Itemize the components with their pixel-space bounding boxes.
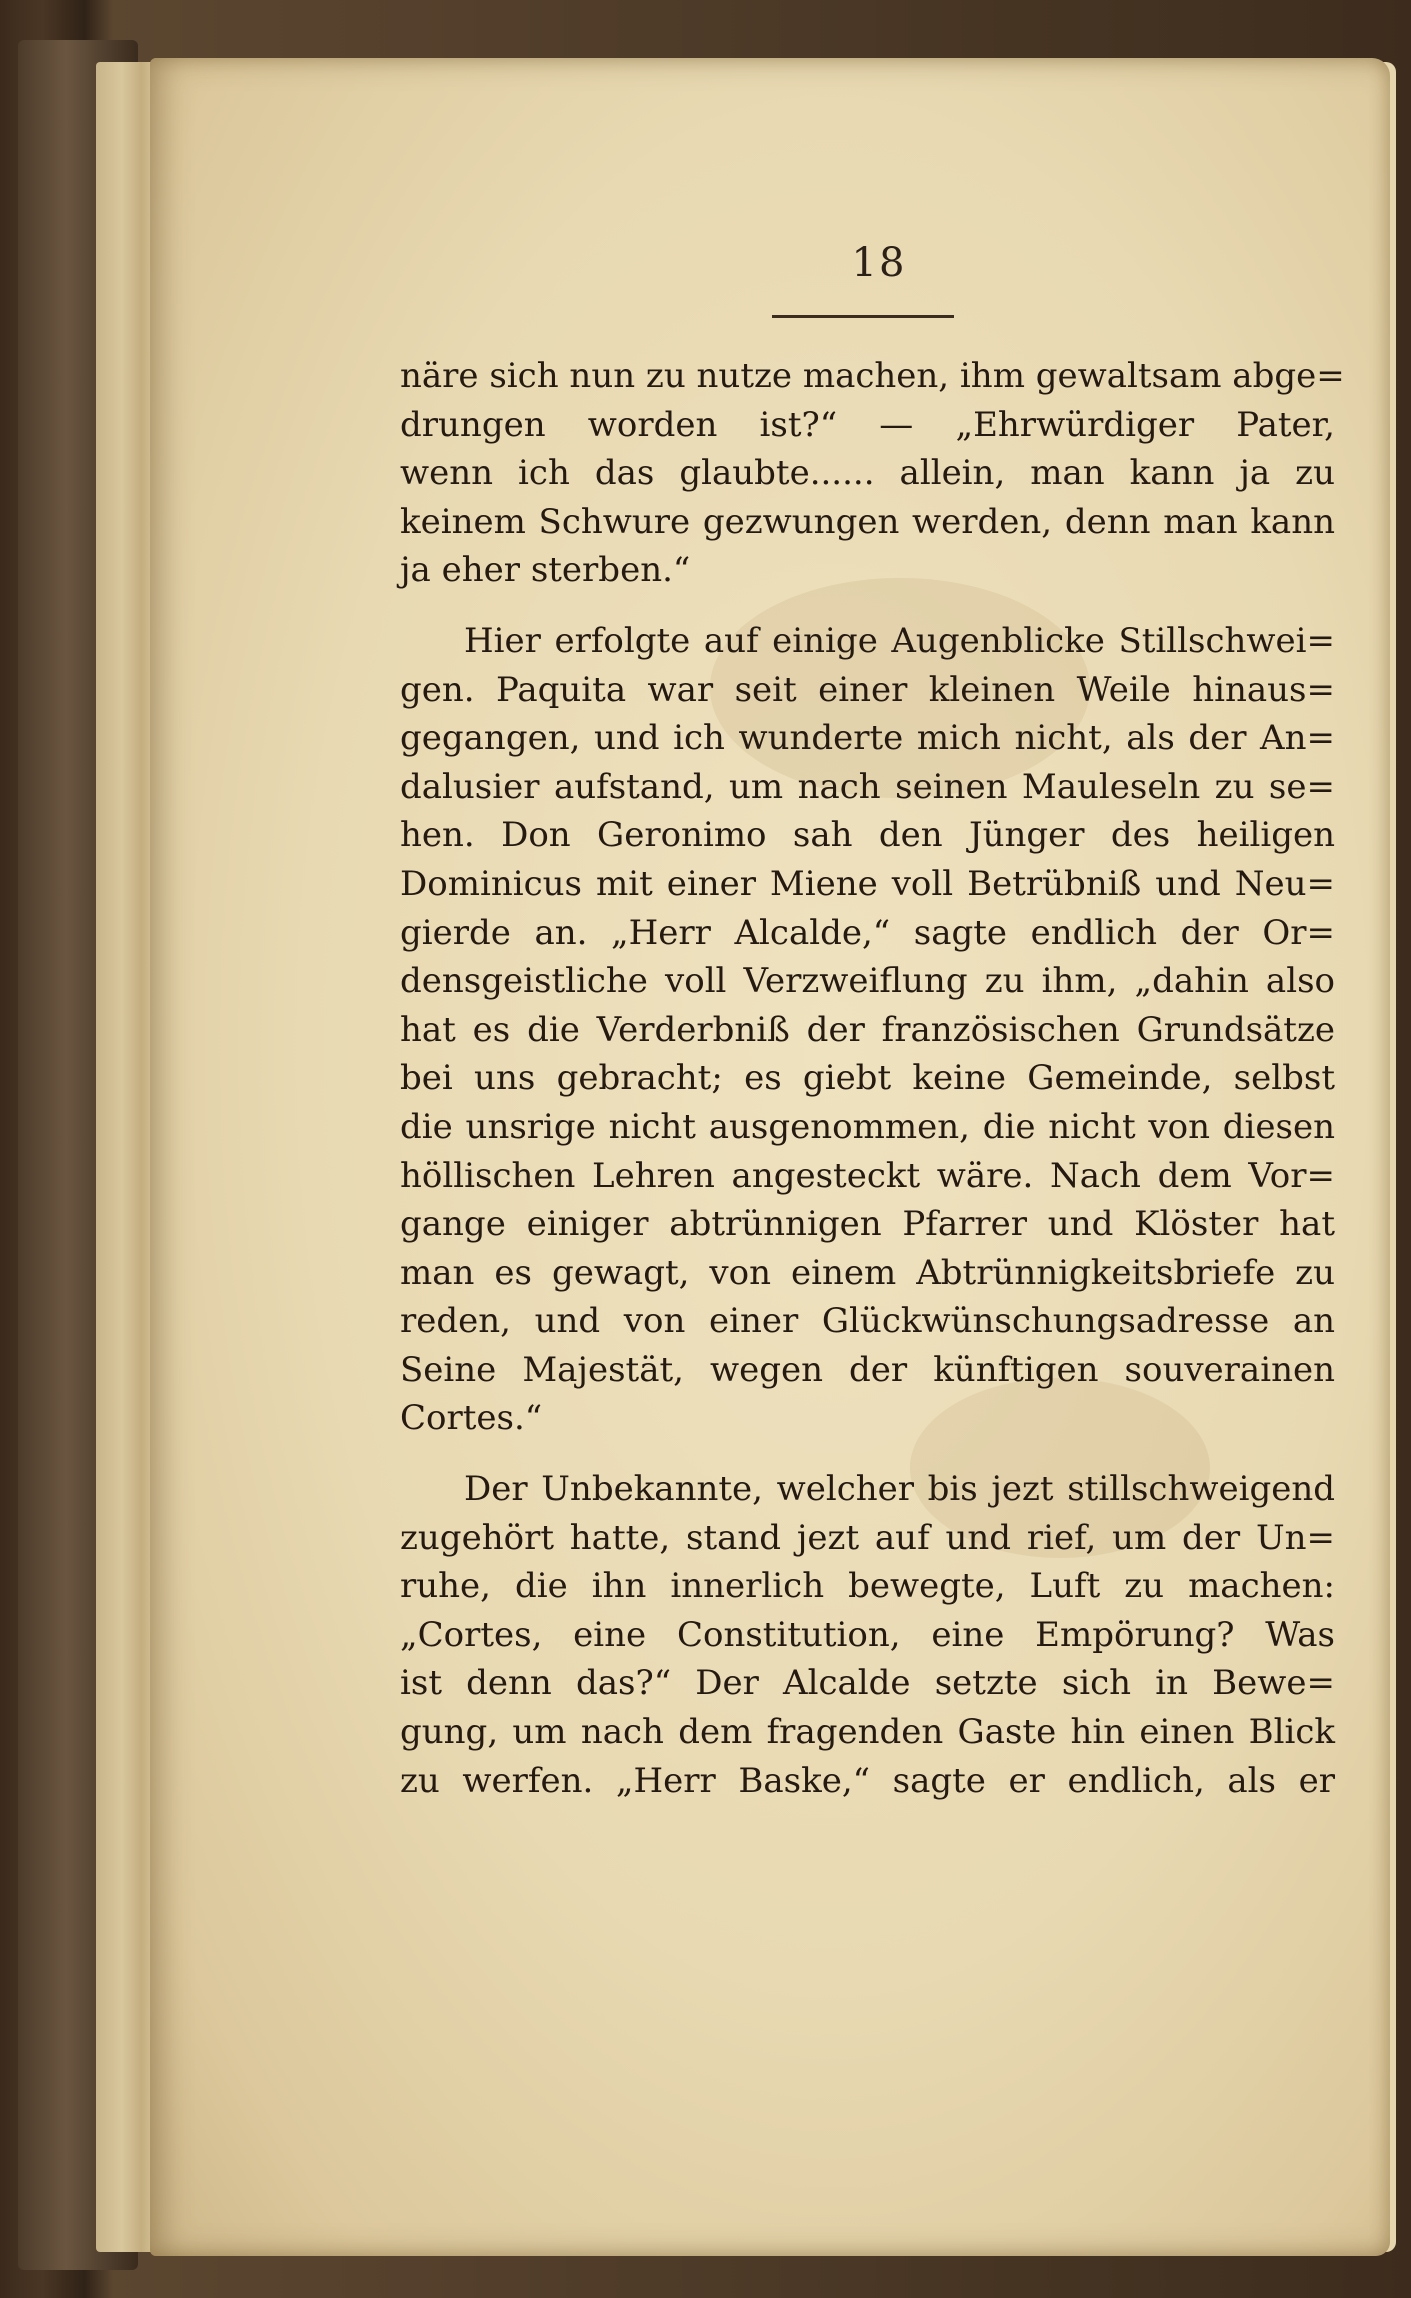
text-line: man es gewagt, von einem Abtrünnigkeitsbriefe zu: [400, 1252, 1335, 1293]
text-line: Cortes.“: [400, 1398, 543, 1439]
text-line: gen. Paquita war seit einer kleinen Weile hinaus=: [400, 669, 1335, 710]
text-line: ja eher sterben.“: [400, 550, 691, 591]
text-line: Hier erfolgte auf einige Augenblicke Stillschwei=: [464, 620, 1335, 661]
text-line: dalusier aufstand, um nach seinen Mauleseln zu se=: [400, 766, 1335, 807]
paragraph-gap: [400, 595, 1335, 617]
text-line: gung, um nach dem fragenden Gaste hin einen Blick: [400, 1712, 1335, 1753]
paragraph: [400, 1465, 1335, 1805]
text-line: gange einiger abtrünnigen Pfarrer und Klöster hat: [400, 1204, 1335, 1245]
text-line: bei uns gebracht; es giebt keine Gemeinde, selbst: [400, 1058, 1335, 1099]
paragraph: [400, 617, 1335, 1443]
text-line: hen. Don Geronimo sah den Jünger des heiligen: [400, 815, 1335, 856]
text-line: Dominicus mit einer Miene voll Betrübniß und Neu=: [400, 863, 1335, 904]
text-line: höllischen Lehren angesteckt wäre. Nach dem Vor=: [400, 1155, 1335, 1196]
text-line: näre sich nun zu nutze machen, ihm gewaltsam abge=: [400, 356, 1345, 396]
body-text: [400, 352, 1345, 1805]
header-rule: [772, 315, 954, 318]
text-line: Der Unbekannte, welcher bis jezt stillschweigend: [464, 1469, 1335, 1510]
text-line: drungen worden ist?“ — „Ehrwürdiger Pater,: [400, 404, 1335, 445]
text-line: gierde an. „Herr Alcalde,“ sagte endlich der Or=: [400, 912, 1335, 953]
text-line: „Cortes, eine Constitution, eine Empörung? Was: [400, 1614, 1335, 1655]
text-line: keinem Schwure gezwungen werden, denn man kann: [400, 501, 1335, 542]
paragraph: [400, 352, 1345, 595]
paragraph-gap: [400, 1443, 1335, 1465]
page-number: 18: [851, 240, 907, 286]
text-line: ruhe, die ihn innerlich bewegte, Luft zu machen:: [400, 1566, 1335, 1607]
text-line: gegangen, und ich wunderte mich nicht, als der An=: [400, 718, 1335, 759]
text-line: hat es die Verderbniß der französischen Grundsätze: [400, 1009, 1335, 1050]
text-line: zugehört hatte, stand jezt auf und rief, um der Un=: [400, 1517, 1335, 1558]
text-line: ist denn das?“ Der Alcalde setzte sich in Bewe=: [400, 1663, 1335, 1704]
text-line: die unsrige nicht ausgenommen, die nicht von diesen: [400, 1106, 1335, 1147]
text-line: wenn ich das glaubte...... allein, man kann ja zu: [400, 453, 1335, 494]
text-line: zu werfen. „Herr Baske,“ sagte er endlich, als er: [400, 1760, 1335, 1801]
text-line: reden, und von einer Glückwünschungsadresse an: [400, 1301, 1335, 1342]
text-line: Seine Majestät, wegen der künftigen souverainen: [400, 1349, 1335, 1390]
text-line: densgeistliche voll Verzweiflung zu ihm, „dahin also: [400, 961, 1335, 1002]
